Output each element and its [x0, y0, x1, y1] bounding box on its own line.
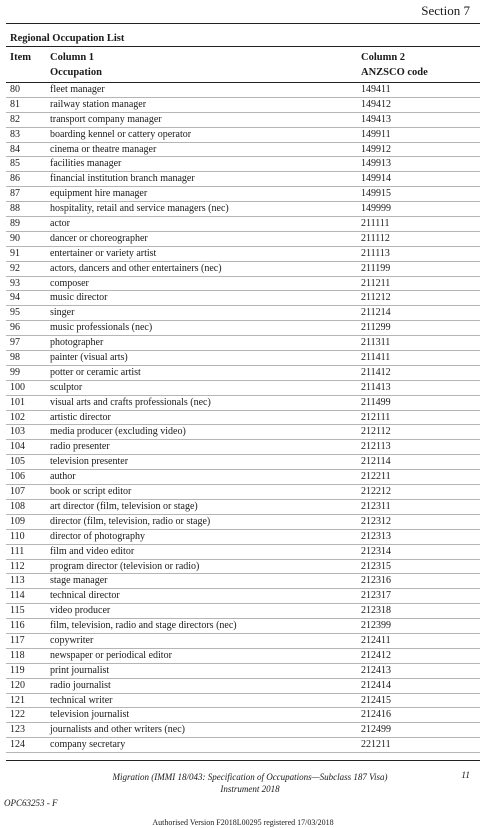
occupation-cell: transport company manager: [50, 113, 162, 125]
item-cell: 100: [10, 381, 25, 393]
item-cell: 101: [10, 396, 25, 408]
item-cell: 123: [10, 724, 25, 736]
item-cell: 122: [10, 709, 25, 721]
item-cell: 87: [10, 188, 20, 200]
anzsco-code-cell: 211113: [361, 247, 390, 259]
anzsco-code-cell: 212314: [361, 545, 391, 557]
item-cell: 88: [10, 203, 20, 215]
anzsco-code-cell: 212413: [361, 664, 391, 676]
table-row: [0, 530, 486, 545]
occupation-cell: actors, dancers and other entertainers (nec): [50, 262, 222, 274]
occupation-cell: radio presenter: [50, 441, 110, 453]
item-cell: 80: [10, 84, 20, 95]
table-row: [0, 187, 486, 202]
occupation-cell: fleet manager: [50, 84, 105, 95]
anzsco-code-cell: 212211: [361, 471, 391, 483]
occupation-cell: film, television, radio and stage directors (nec): [50, 620, 237, 632]
item-cell: 110: [10, 530, 25, 542]
item-cell: 91: [10, 247, 20, 259]
occupation-cell: equipment hire manager: [50, 188, 148, 200]
list-title: Regional Occupation List: [10, 33, 125, 44]
table-row: [0, 113, 486, 128]
anzsco-code-cell: 212414: [361, 679, 391, 691]
column-header-column-2: Column 2: [361, 52, 406, 63]
column-header-column-1: Column 1: [50, 52, 95, 63]
occupation-cell: technical director: [50, 590, 120, 602]
anzsco-code-cell: 211299: [361, 322, 391, 334]
occupation-cell: copywriter: [50, 634, 94, 646]
item-cell: 84: [10, 143, 20, 155]
table-row: [0, 574, 486, 589]
anzsco-code-cell: 149412: [361, 98, 391, 110]
anzsco-code-cell: 212411: [361, 634, 391, 646]
table-row: [0, 455, 486, 470]
table-row: [0, 708, 486, 723]
item-cell: 86: [10, 173, 20, 185]
anzsco-code-cell: 212318: [361, 605, 391, 617]
anzsco-code-cell: 212113: [361, 441, 391, 453]
anzsco-code-cell: 212114: [361, 456, 391, 468]
table-row: [0, 604, 486, 619]
table-row: [0, 232, 486, 247]
table-row: [0, 247, 486, 262]
anzsco-code-cell: 212111: [361, 411, 391, 423]
anzsco-code-cell: 149911: [361, 128, 391, 140]
item-cell: 112: [10, 560, 25, 572]
occupation-cell: company secretary: [50, 739, 126, 751]
item-cell: 104: [10, 441, 25, 453]
item-cell: 105: [10, 456, 25, 468]
anzsco-code-cell: 149913: [361, 158, 391, 170]
occupation-cell: music professionals (nec): [50, 322, 153, 334]
item-cell: 114: [10, 590, 25, 602]
anzsco-code-cell: 212312: [361, 515, 391, 527]
item-cell: 103: [10, 426, 25, 438]
occupation-cell: railway station manager: [50, 98, 147, 110]
occupation-cell: radio journalist: [50, 679, 111, 691]
item-cell: 85: [10, 158, 20, 170]
occupation-cell: journalists and other writers (nec): [50, 724, 185, 736]
occupation-cell: singer: [50, 307, 75, 319]
anzsco-code-cell: 212499: [361, 724, 391, 736]
occupation-cell: television journalist: [50, 709, 130, 721]
table-row: [0, 83, 486, 98]
occupation-cell: boarding kennel or cattery operator: [50, 128, 192, 140]
anzsco-code-cell: 211214: [361, 307, 391, 319]
occupation-cell: stage manager: [50, 575, 108, 587]
item-cell: 107: [10, 486, 25, 498]
anzsco-code-cell: 211199: [361, 262, 391, 274]
table-row: [0, 723, 486, 738]
header-rule: [6, 23, 480, 24]
table-row: [0, 277, 486, 292]
anzsco-code-cell: 212412: [361, 649, 391, 661]
table-row: [0, 381, 486, 396]
table-row: [0, 515, 486, 530]
item-cell: 120: [10, 679, 25, 691]
table-row: [0, 679, 486, 694]
item-cell: 108: [10, 500, 25, 512]
item-cell: 83: [10, 128, 20, 140]
occupation-cell: entertainer or variety artist: [50, 247, 157, 259]
anzsco-code-cell: 221211: [361, 739, 391, 751]
anzsco-code-cell: 149411: [361, 84, 391, 95]
table-row: [0, 202, 486, 217]
item-cell: 106: [10, 471, 25, 483]
anzsco-code-cell: 212311: [361, 500, 391, 512]
table-bottom-rule: [6, 760, 480, 761]
anzsco-code-cell: 211412: [361, 366, 391, 378]
table-row: [0, 262, 486, 277]
table-row: [0, 128, 486, 143]
occupation-cell: potter or ceramic artist: [50, 366, 141, 378]
anzsco-code-cell: 211111: [361, 218, 390, 230]
occupation-cell: cinema or theatre manager: [50, 143, 157, 155]
occupation-cell: financial institution branch manager: [50, 173, 195, 185]
table-row: [0, 485, 486, 500]
authorised-version-note: Authorised Version F2018L00295 registered 17/03/2018: [152, 818, 334, 827]
occupation-cell: book or script editor: [50, 486, 132, 498]
item-cell: 117: [10, 634, 25, 646]
anzsco-code-cell: 211411: [361, 352, 391, 364]
anzsco-code-cell: 211112: [361, 232, 390, 244]
occupation-cell: program director (television or radio): [50, 560, 200, 572]
occupation-cell: hospitality, retail and service managers (nec): [50, 203, 229, 215]
table-row: [0, 157, 486, 172]
opc-reference: OPC63253 - F: [4, 798, 58, 808]
anzsco-code-cell: 211413: [361, 381, 391, 393]
anzsco-code-cell: 211212: [361, 292, 391, 304]
occupation-cell: actor: [50, 218, 70, 230]
table-row: [0, 396, 486, 411]
item-cell: 99: [10, 366, 20, 378]
table-row: [0, 694, 486, 709]
table-row: [0, 351, 486, 366]
occupation-cell: painter (visual arts): [50, 352, 128, 364]
anzsco-code-cell: 211499: [361, 396, 391, 408]
item-cell: 95: [10, 307, 20, 319]
anzsco-code-cell: 212315: [361, 560, 391, 572]
item-cell: 94: [10, 292, 20, 304]
table-row: [0, 649, 486, 664]
table-row: [0, 634, 486, 649]
anzsco-code-cell: 212316: [361, 575, 391, 587]
occupation-cell: video producer: [50, 605, 111, 617]
item-cell: 81: [10, 98, 20, 110]
anzsco-code-cell: 212399: [361, 620, 391, 632]
item-cell: 96: [10, 322, 20, 334]
anzsco-code-cell: 212212: [361, 486, 391, 498]
table-row: [0, 440, 486, 455]
occupation-cell: visual arts and crafts professionals (nec): [50, 396, 211, 408]
anzsco-code-cell: 211211: [361, 277, 391, 289]
occupation-cell: dancer or choreographer: [50, 232, 148, 244]
anzsco-code-cell: 149914: [361, 173, 391, 185]
section-heading: Section 7: [421, 3, 470, 18]
table-row: [0, 411, 486, 426]
anzsco-code-cell: 211311: [361, 337, 391, 349]
footer-title-line-2: Instrument 2018: [220, 784, 280, 794]
column-subheader-anzsco-code: ANZSCO code: [361, 67, 428, 78]
occupation-cell: film and video editor: [50, 545, 135, 557]
anzsco-code-cell: 149915: [361, 188, 391, 200]
table-row: [0, 664, 486, 679]
anzsco-code-cell: 212415: [361, 694, 391, 706]
table-row: [0, 291, 486, 306]
table-row: [0, 306, 486, 321]
item-cell: 116: [10, 620, 25, 632]
column-subheader-occupation: Occupation: [50, 67, 102, 78]
table-row: [0, 560, 486, 575]
table-row: [0, 545, 486, 560]
occupation-cell: artistic director: [50, 411, 111, 423]
item-cell: 98: [10, 352, 20, 364]
table-row: [0, 217, 486, 232]
item-cell: 92: [10, 262, 20, 274]
item-cell: 102: [10, 411, 25, 423]
item-cell: 97: [10, 337, 20, 349]
table-row: [0, 738, 486, 753]
occupation-cell: photographer: [50, 337, 104, 349]
item-cell: 90: [10, 232, 20, 244]
table-row: [0, 336, 486, 351]
occupation-table-body: [0, 83, 486, 753]
table-row: [0, 619, 486, 634]
item-cell: 121: [10, 694, 25, 706]
occupation-cell: print journalist: [50, 664, 110, 676]
item-cell: 93: [10, 277, 20, 289]
table-row: [0, 366, 486, 381]
item-cell: 82: [10, 113, 20, 125]
table-row: [0, 321, 486, 336]
anzsco-code-cell: 149413: [361, 113, 391, 125]
occupation-cell: sculptor: [50, 381, 83, 393]
occupation-cell: director of photography: [50, 530, 145, 542]
anzsco-code-cell: 212112: [361, 426, 391, 438]
item-cell: 115: [10, 605, 25, 617]
table-row: [0, 143, 486, 158]
occupation-cell: music director: [50, 292, 108, 304]
anzsco-code-cell: 149999: [361, 203, 391, 215]
table-row: [0, 500, 486, 515]
occupation-cell: media producer (excluding video): [50, 426, 186, 438]
table-row: [0, 589, 486, 604]
occupation-cell: newspaper or periodical editor: [50, 649, 172, 661]
occupation-cell: director (film, television, radio or stage): [50, 515, 211, 527]
occupation-cell: composer: [50, 277, 89, 289]
table-row: [0, 425, 486, 440]
occupation-cell: television presenter: [50, 456, 129, 468]
occupation-cell: technical writer: [50, 694, 113, 706]
anzsco-code-cell: 212317: [361, 590, 391, 602]
anzsco-code-cell: 149912: [361, 143, 391, 155]
anzsco-code-cell: 212416: [361, 709, 391, 721]
footer-title-line-1: Migration (IMMI 18/043: Specification of Occupations—Subclass 187 Visa): [112, 772, 388, 782]
page-number: 11: [461, 771, 470, 781]
item-cell: 118: [10, 649, 25, 661]
list-title-rule: [6, 46, 480, 47]
item-cell: 119: [10, 664, 25, 676]
item-cell: 89: [10, 218, 20, 230]
item-cell: 111: [10, 545, 25, 557]
occupation-cell: author: [50, 471, 76, 483]
column-header-item: Item: [10, 52, 31, 63]
table-row: [0, 172, 486, 187]
item-cell: 124: [10, 739, 25, 751]
occupation-cell: facilities manager: [50, 158, 122, 170]
table-row: [0, 98, 486, 113]
occupation-cell: art director (film, television or stage): [50, 500, 198, 512]
item-cell: 113: [10, 575, 25, 587]
anzsco-code-cell: 212313: [361, 530, 391, 542]
footer-instrument-title: [60, 771, 440, 795]
item-cell: 109: [10, 515, 25, 527]
table-row: [0, 470, 486, 485]
